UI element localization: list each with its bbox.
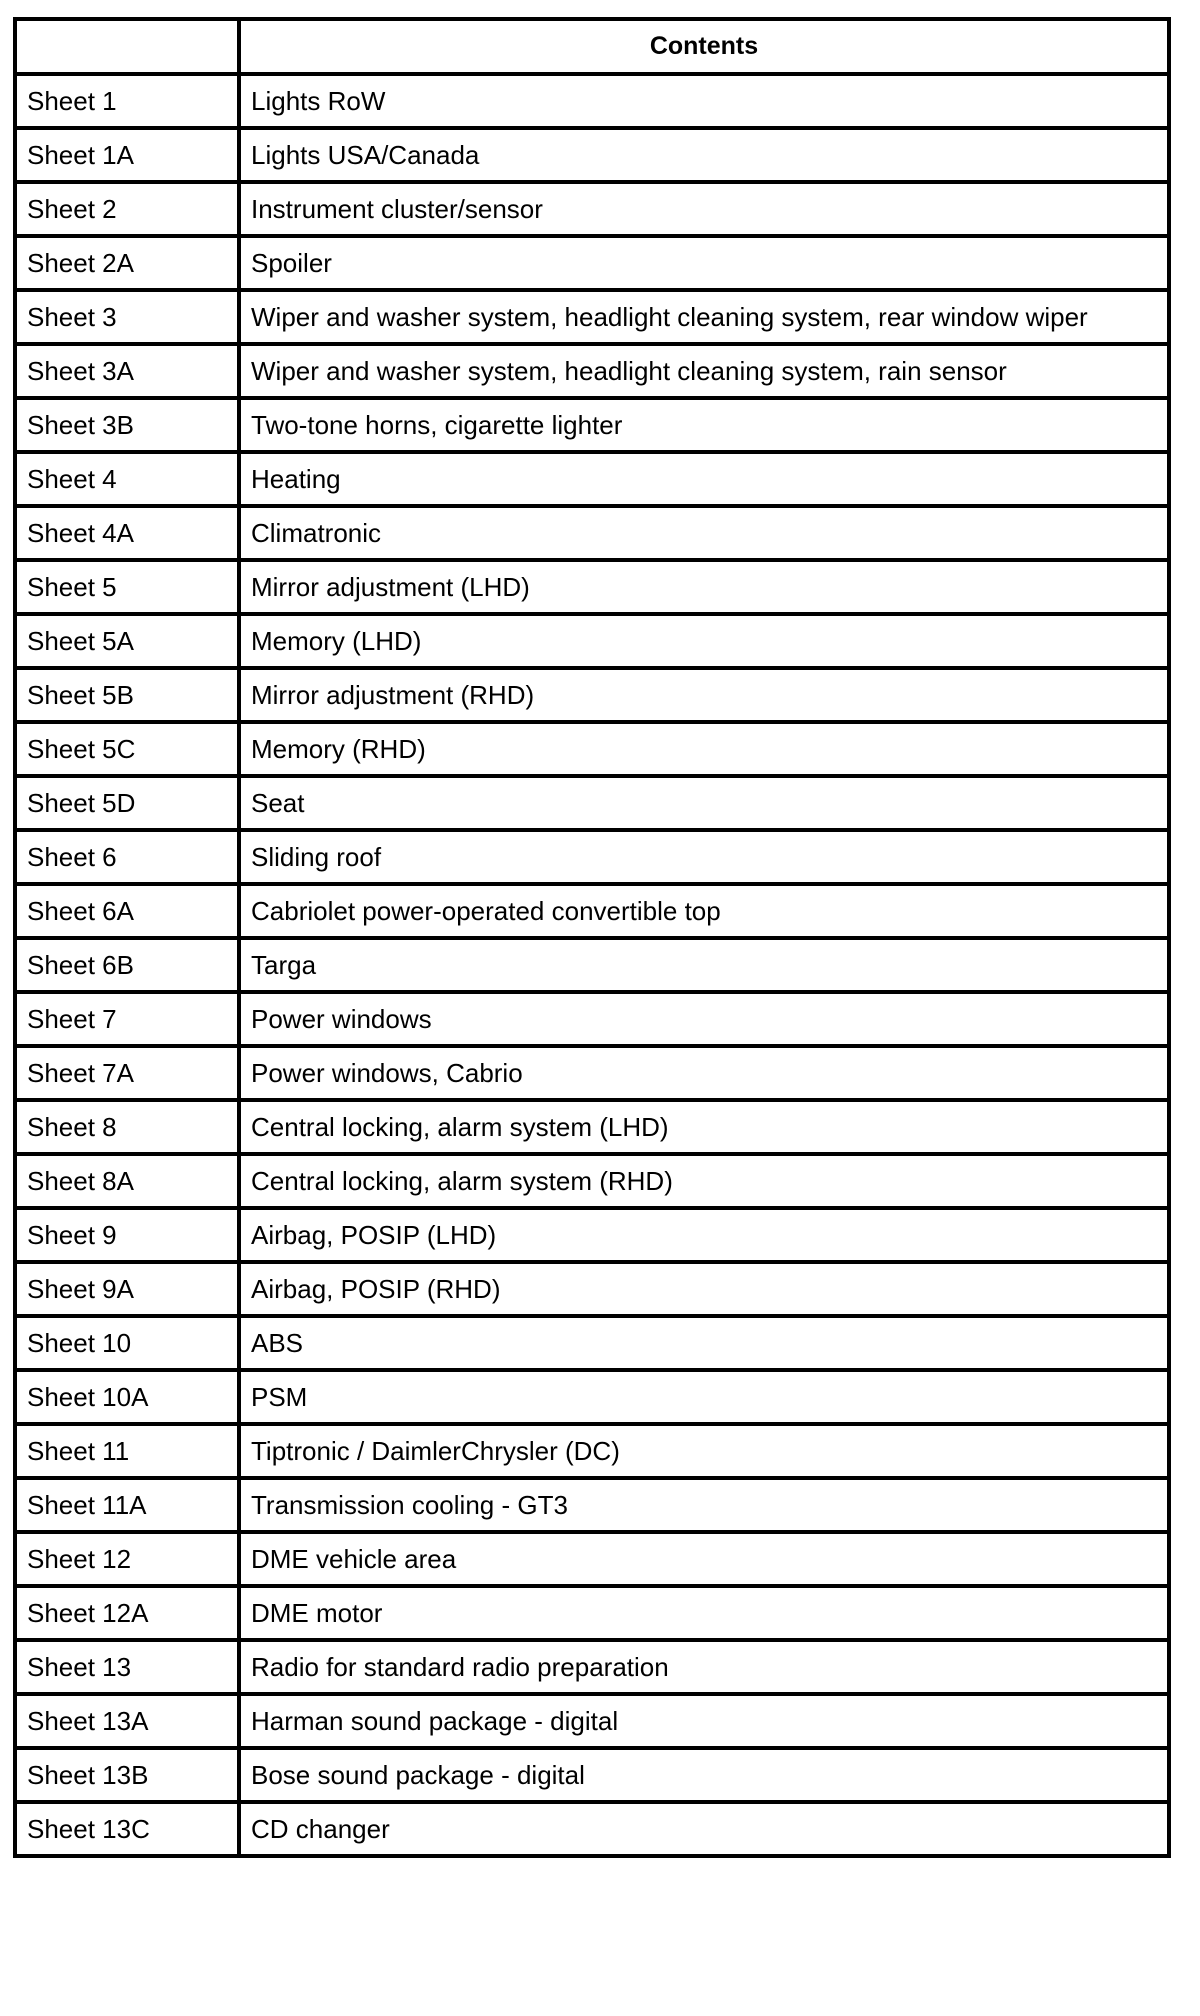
table-row — [15, 398, 1169, 452]
table-row — [15, 128, 1169, 182]
sheet-cell: Sheet 7A — [15, 1046, 239, 1100]
table-row — [15, 344, 1169, 398]
contents-cell: DME motor — [239, 1586, 1169, 1640]
sheet-cell: Sheet 6 — [15, 830, 239, 884]
table-row — [15, 614, 1169, 668]
contents-cell: Cabriolet power-operated convertible top — [239, 884, 1169, 938]
contents-cell: Two-tone horns, cigarette lighter — [239, 398, 1169, 452]
contents-cell: Wiper and washer system, headlight cleaning system, rear window wiper — [239, 290, 1169, 344]
sheet-cell: Sheet 3A — [15, 344, 239, 398]
contents-cell: Radio for standard radio preparation — [239, 1640, 1169, 1694]
table-row — [15, 506, 1169, 560]
contents-cell: ABS — [239, 1316, 1169, 1370]
contents-cell: Airbag, POSIP (RHD) — [239, 1262, 1169, 1316]
table-row — [15, 1640, 1169, 1694]
sheet-cell: Sheet 6A — [15, 884, 239, 938]
sheet-cell: Sheet 2A — [15, 236, 239, 290]
contents-cell: Seat — [239, 776, 1169, 830]
table-row — [15, 1478, 1169, 1532]
sheet-cell: Sheet 12A — [15, 1586, 239, 1640]
table-row — [15, 992, 1169, 1046]
contents-cell: Central locking, alarm system (LHD) — [239, 1100, 1169, 1154]
header-contents-cell: Contents — [239, 19, 1169, 74]
table-row — [15, 668, 1169, 722]
table-row — [15, 1370, 1169, 1424]
sheet-cell: Sheet 5B — [15, 668, 239, 722]
sheet-cell: Sheet 5A — [15, 614, 239, 668]
sheet-cell: Sheet 1 — [15, 74, 239, 128]
contents-cell: Power windows — [239, 992, 1169, 1046]
sheet-cell: Sheet 8 — [15, 1100, 239, 1154]
contents-cell: Bose sound package - digital — [239, 1748, 1169, 1802]
sheet-cell: Sheet 5D — [15, 776, 239, 830]
contents-cell: CD changer — [239, 1802, 1169, 1856]
contents-cell: Central locking, alarm system (RHD) — [239, 1154, 1169, 1208]
table-row — [15, 722, 1169, 776]
table-row — [15, 1748, 1169, 1802]
table-row — [15, 1100, 1169, 1154]
contents-cell: Heating — [239, 452, 1169, 506]
table-row — [15, 1532, 1169, 1586]
contents-cell: Spoiler — [239, 236, 1169, 290]
table-body — [15, 74, 1169, 1856]
sheet-cell: Sheet 10A — [15, 1370, 239, 1424]
contents-cell: Mirror adjustment (RHD) — [239, 668, 1169, 722]
table-row — [15, 560, 1169, 614]
contents-cell: Tiptronic / DaimlerChrysler (DC) — [239, 1424, 1169, 1478]
contents-cell: Mirror adjustment (LHD) — [239, 560, 1169, 614]
table-row — [15, 1046, 1169, 1100]
sheet-cell: Sheet 13A — [15, 1694, 239, 1748]
contents-cell: Sliding roof — [239, 830, 1169, 884]
sheet-cell: Sheet 11A — [15, 1478, 239, 1532]
table-row — [15, 452, 1169, 506]
table-row — [15, 290, 1169, 344]
sheet-cell: Sheet 12 — [15, 1532, 239, 1586]
sheet-cell: Sheet 9A — [15, 1262, 239, 1316]
sheet-cell: Sheet 5 — [15, 560, 239, 614]
sheet-cell: Sheet 13C — [15, 1802, 239, 1856]
table-row — [15, 1154, 1169, 1208]
sheet-cell: Sheet 2 — [15, 182, 239, 236]
sheet-cell: Sheet 11 — [15, 1424, 239, 1478]
contents-cell: Lights RoW — [239, 74, 1169, 128]
contents-cell: Climatronic — [239, 506, 1169, 560]
sheet-cell: Sheet 4A — [15, 506, 239, 560]
sheet-cell: Sheet 10 — [15, 1316, 239, 1370]
contents-cell: PSM — [239, 1370, 1169, 1424]
contents-cell: Memory (RHD) — [239, 722, 1169, 776]
sheet-cell: Sheet 1A — [15, 128, 239, 182]
table-row — [15, 938, 1169, 992]
sheet-cell: Sheet 13 — [15, 1640, 239, 1694]
table-row — [15, 182, 1169, 236]
table-row — [15, 1316, 1169, 1370]
contents-cell: DME vehicle area — [239, 1532, 1169, 1586]
table-row — [15, 74, 1169, 128]
contents-cell: Power windows, Cabrio — [239, 1046, 1169, 1100]
contents-table — [13, 17, 1171, 1858]
sheet-cell: Sheet 8A — [15, 1154, 239, 1208]
table-row — [15, 830, 1169, 884]
table-row — [15, 236, 1169, 290]
table-row — [15, 1802, 1169, 1856]
contents-cell: Lights USA/Canada — [239, 128, 1169, 182]
table-row — [15, 884, 1169, 938]
sheet-cell: Sheet 3B — [15, 398, 239, 452]
sheet-cell: Sheet 7 — [15, 992, 239, 1046]
contents-cell: Transmission cooling - GT3 — [239, 1478, 1169, 1532]
table-row — [15, 1262, 1169, 1316]
contents-cell: Airbag, POSIP (LHD) — [239, 1208, 1169, 1262]
sheet-cell: Sheet 5C — [15, 722, 239, 776]
contents-cell: Instrument cluster/sensor — [239, 182, 1169, 236]
contents-cell: Targa — [239, 938, 1169, 992]
sheet-cell: Sheet 4 — [15, 452, 239, 506]
header-sheet-cell — [15, 19, 239, 74]
table-row — [15, 1694, 1169, 1748]
sheet-cell: Sheet 9 — [15, 1208, 239, 1262]
table-header-row — [15, 19, 1169, 74]
table-row — [15, 1208, 1169, 1262]
sheet-cell: Sheet 6B — [15, 938, 239, 992]
contents-cell: Wiper and washer system, headlight cleaning system, rain sensor — [239, 344, 1169, 398]
table-row — [15, 1586, 1169, 1640]
contents-cell: Memory (LHD) — [239, 614, 1169, 668]
sheet-cell: Sheet 3 — [15, 290, 239, 344]
table-row — [15, 776, 1169, 830]
sheet-cell: Sheet 13B — [15, 1748, 239, 1802]
table-row — [15, 1424, 1169, 1478]
contents-cell: Harman sound package - digital — [239, 1694, 1169, 1748]
